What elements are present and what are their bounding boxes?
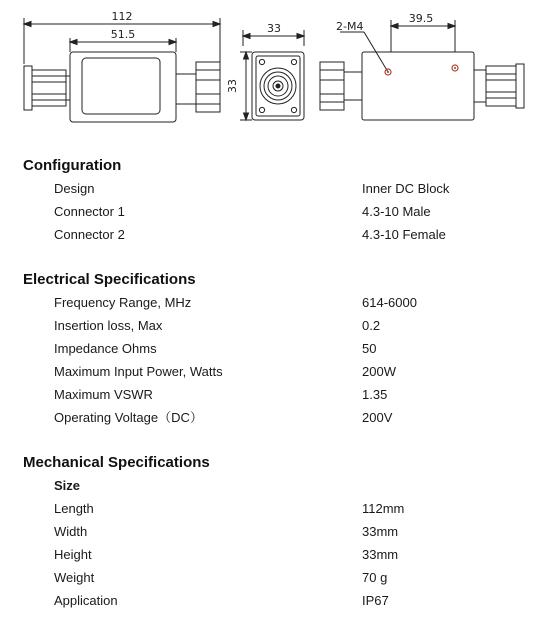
spec-value: 200W [362,364,396,379]
top-view [320,20,524,120]
mechanical-specifications-section [23,452,533,612]
spec-label: Insertion loss, Max [54,318,163,333]
dim-hole-spacing: 39.5 [408,12,434,25]
spec-value: 33mm [362,524,399,539]
configuration-section [23,155,533,246]
spec-row [23,589,533,612]
section-title: Configuration [23,157,122,174]
spec-row [23,291,533,314]
spec-label: Maximum Input Power, Watts [54,364,223,379]
spec-row [23,497,533,520]
spec-row [23,223,533,246]
spec-row [23,177,533,200]
spec-row [23,200,533,223]
dim-face-height: 33 [226,79,239,93]
spec-subheading-row [23,474,533,497]
section-title: Mechanical Specifications [23,454,210,471]
spec-value: 4.3-10 Female [362,227,446,242]
spec-label: Connector 1 [54,204,125,219]
spec-value: 4.3-10 Male [362,204,431,219]
spec-row [23,383,533,406]
spec-label: Weight [54,570,95,585]
spec-label: Frequency Range, MHz [54,295,192,310]
spec-label: Length [54,501,94,516]
spec-value: 200V [362,410,393,425]
front-view [240,30,304,120]
spec-label: Application [54,593,118,608]
spec-value: 1.35 [362,387,388,402]
spec-value: 614-6000 [362,295,417,310]
spec-label: Operating Voltage（DC） [54,410,203,425]
spec-label: Design [54,181,95,196]
spec-value: IP67 [362,593,389,608]
spec-label: Height [54,547,92,562]
spec-subheading: Size [54,478,81,493]
spec-row [23,360,533,383]
spec-row [23,406,533,429]
spec-value: 112mm [362,501,405,516]
spec-value: 0.2 [362,318,381,333]
dim-face-width: 33 [267,22,281,35]
spec-value: 33mm [362,547,399,562]
spec-row [23,520,533,543]
spec-value: Inner DC Block [362,181,450,196]
spec-label: Width [54,524,88,539]
spec-row [23,566,533,589]
spec-row [23,543,533,566]
dim-mount-holes: 2-M4 [336,20,364,33]
spec-label: Maximum VSWR [54,387,153,402]
spec-value: 70 g [362,570,388,585]
dim-body-length: 51.5 [110,28,136,41]
spec-value: 50 [362,341,377,356]
spec-row [23,337,533,360]
technical-drawing [0,0,547,140]
dim-overall-length: 112 [111,10,133,23]
section-title: Electrical Specifications [23,271,196,288]
spec-label: Connector 2 [54,227,125,242]
electrical-specifications-section [23,269,533,429]
spec-row [23,314,533,337]
spec-label: Impedance Ohms [54,341,157,356]
